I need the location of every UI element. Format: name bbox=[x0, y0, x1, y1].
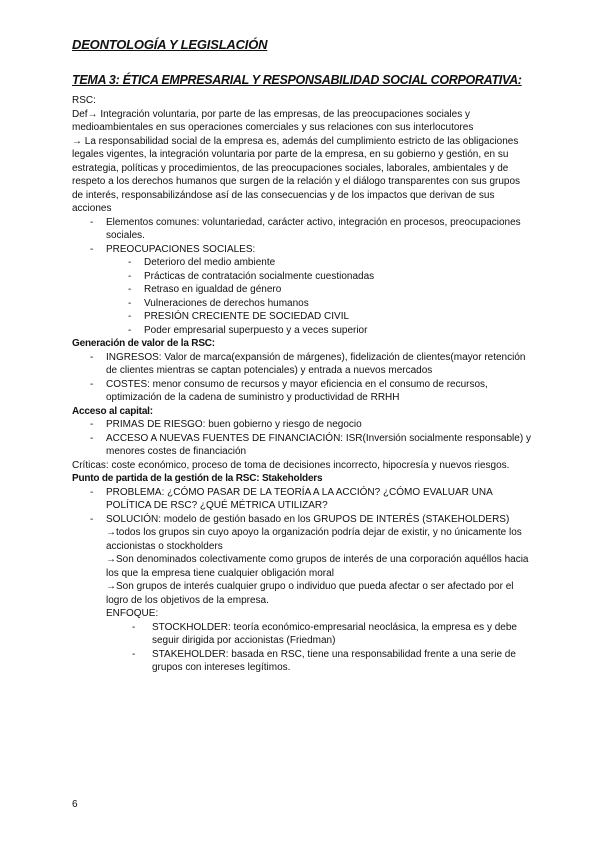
list-item bbox=[72, 243, 532, 257]
intro-list bbox=[72, 216, 532, 257]
arrow-text-3: →Son grupos de interés cualquier grupo o individuo que pueda afectar o ser afectado por el logro de los objetivos de la empresa. bbox=[106, 581, 514, 606]
list-item: - INGRESOS: Valor de marca(expansión de márgenes), fidelización de clientes(mayor retención de clientes mientras se captan potenciales) y entrada a nuevos mercados bbox=[72, 351, 532, 378]
list-item: - ACCESO A NUEVAS FUENTES DE FINANCIACIÓN: ISR(Inversión socialmente responsable) y menores costes de financiación bbox=[72, 432, 532, 459]
preocupaciones-list bbox=[72, 256, 532, 337]
topic-title: TEMA 3: ÉTICA EMPRESARIAL Y RESPONSABILIDAD SOCIAL CORPORATIVA: bbox=[72, 73, 522, 87]
arrow-text-1: →todos los grupos sin cuyo apoyo la organización podría dejar de existir, y no únicamente los accionistas o stockholders bbox=[106, 527, 522, 552]
section-heading-stakeholders: Punto de partida de la gestión de la RSC: Stakeholders bbox=[72, 473, 323, 484]
rsc-label: RSC: bbox=[72, 95, 96, 106]
stakeholders-list bbox=[72, 486, 532, 675]
section-heading-capital: Acceso al capital: bbox=[72, 405, 153, 417]
arrow-text-2: →Son denominados colectivamente como grupos de interés de una corporación aquéllos hacia los que la empresa tiene cualquier obligación moral bbox=[106, 554, 529, 579]
list-item: - STAKEHOLDER: basada en RSC, tiene una responsabilidad frente a una serie de grupos con intereses legítimos. bbox=[106, 648, 532, 675]
list-item: - Deterioro del medio ambiente bbox=[72, 256, 532, 270]
list-item bbox=[72, 216, 532, 243]
list-item: - Poder empresarial superpuesto y a veces superior bbox=[72, 324, 532, 338]
elements-text: Elementos comunes: voluntariedad, carácter activo, integración en procesos, preocupaciones sociales. bbox=[106, 216, 521, 241]
subject-title: DEONTOLOGÍA Y LEGISLACIÓN bbox=[72, 37, 268, 52]
list-item: - COSTES: menor consumo de recursos y mayor eficiencia en el consumo de recursos, optimización de la cadena de suministro y productividad de RRHH bbox=[72, 378, 532, 405]
section-heading-valor: Generación de valor de la RSC: bbox=[72, 338, 215, 349]
list-item bbox=[72, 513, 532, 675]
valor-list bbox=[72, 351, 532, 405]
solucion-text: - SOLUCIÓN: modelo de gestión basado en los GRUPOS DE INTERÉS (STAKEHOLDERS) bbox=[106, 513, 510, 525]
list-item: - Retraso en igualdad de género bbox=[72, 283, 532, 297]
list-item: - PROBLEMA: ¿CÓMO PASAR DE LA TEORÍA A LA ACCIÓN? ¿CÓMO EVALUAR UNA POLÍTICA DE RSC? ¿QUÉ MÉTRICA UTILIZAR? bbox=[72, 486, 532, 513]
list-item: - Prácticas de contratación socialmente cuestionadas bbox=[72, 270, 532, 284]
criticas-text: Críticas: coste económico, proceso de toma de decisiones incorrecto, hipocresía y nuevos riesgos. bbox=[72, 459, 510, 471]
document-body bbox=[72, 94, 532, 675]
page-number: 6 bbox=[72, 799, 78, 810]
enfoque-list bbox=[106, 621, 532, 675]
enfoque-label: ENFOQUE: bbox=[106, 608, 159, 619]
list-item: - STOCKHOLDER: teoría económico-empresarial neoclásica, la empresa es y debe seguir dirigida por accionistas (Friedman) bbox=[106, 621, 532, 648]
preocupaciones-title: PREOCUPACIONES SOCIALES: bbox=[106, 243, 256, 255]
list-item: - Vulneraciones de derechos humanos bbox=[72, 297, 532, 311]
capital-list bbox=[72, 418, 532, 459]
list-item: - PRESIÓN CRECIENTE DE SOCIEDAD CIVIL bbox=[72, 310, 532, 324]
definition-arrow-text: → La responsabilidad social de la empresa es, además del cumplimiento estricto de las obligaciones legales vigentes, la integración voluntaria por parte de la empresa, en su gobierno y gestión, en su estrategia, políticas y procedimientos, de las preocupaciones sociales, laborales, ambientales y de respeto a los derechos humanos que surgen de la relación y el diálogo transparentes con sus grupos de interés, responsabilizándose así de las consecuencias y de los impactos que derivan de sus acciones bbox=[72, 135, 521, 214]
definition-text: Def→ Integración voluntaria, por parte de las empresas, de las preocupaciones sociales y medioambientales en sus operaciones comerciales y sus relaciones con sus interlocutores bbox=[72, 108, 474, 133]
list-item: - PRIMAS DE RIESGO: buen gobierno y riesgo de negocio bbox=[72, 418, 532, 432]
